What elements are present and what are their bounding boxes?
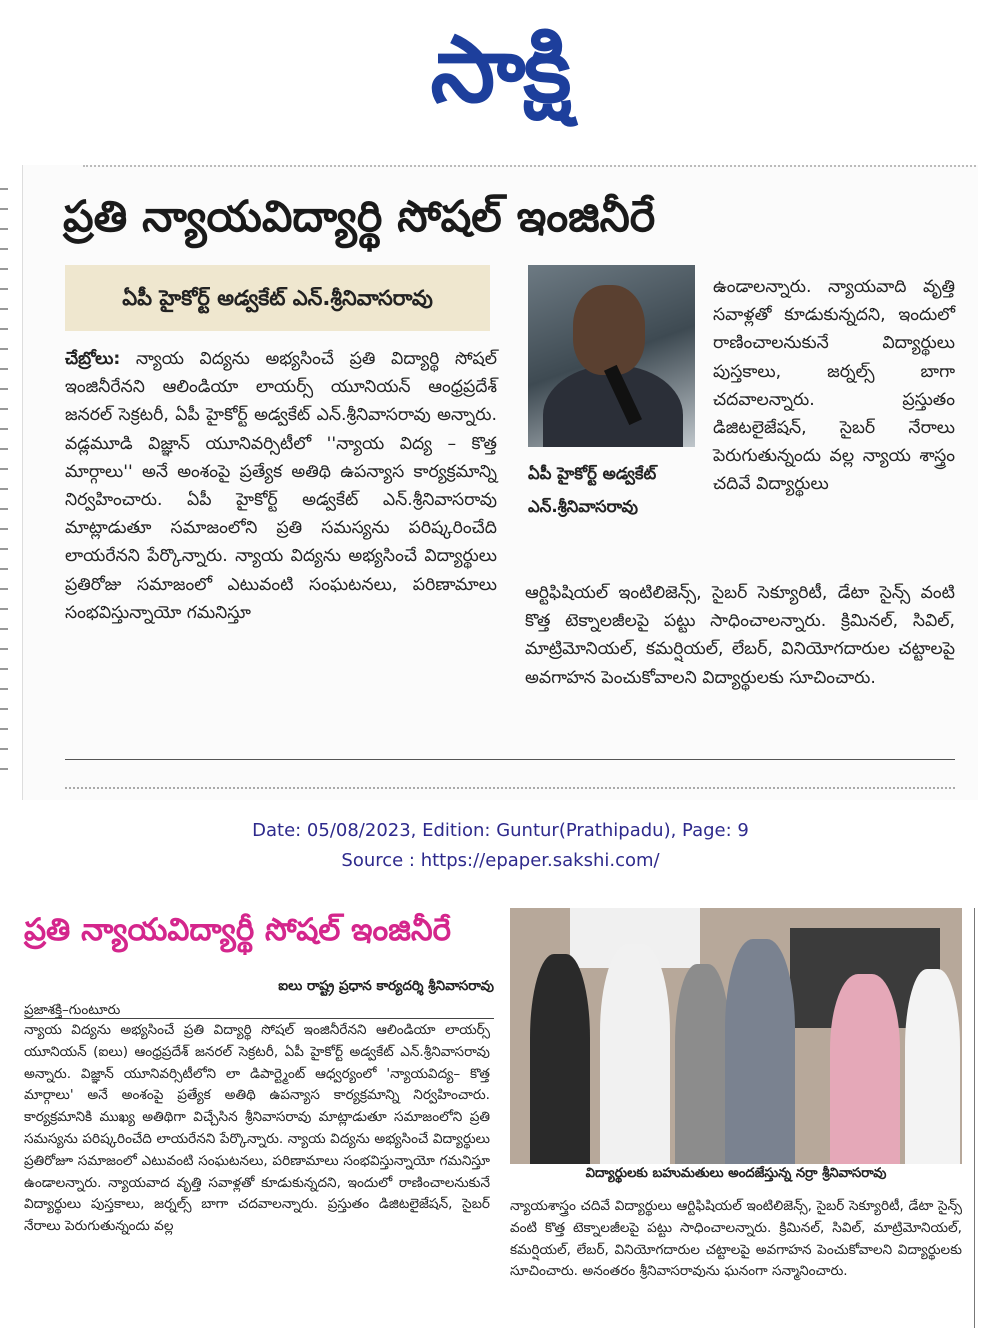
- article2-column2: [510, 1196, 962, 1283]
- source-info: [0, 816, 1001, 876]
- clipping-right-rule: [974, 908, 975, 1328]
- article2-dateline: ప్రజాశక్తి–గుంటూరు: [24, 1002, 121, 1018]
- article1-col2b-text: ఆర్టిఫిషియల్ ఇంటిలిజెన్స్, సైబర్ సెక్యూరిటీ, డేటా సైన్స్ వంటి కొత్త టెక్నాలజీలపై పట్టు సాధించాలన్నారు. క్రిమినల్, సివిల్, మాట్రిమోనియల్, కమర్షియల్, లేబర్, వినియోగదారుల చట్టాలపై అవగాహన పెంచుకోవాలని విద్యార్థులకు సూచించారు.: [525, 583, 955, 688]
- speaker-head: [573, 285, 645, 375]
- masthead: [0, 0, 1001, 140]
- group-photo: [510, 908, 962, 1164]
- article1-photo-caption: ఏపీ హైకోర్ట్ అడ్వకేట్ ఎన్.శ్రీనివాసరావు: [528, 464, 657, 516]
- article2-photo-caption: విద్యార్థులకు బహుమతులు అందజేస్తున్న నర్రా శ్రీనివాసరావు: [585, 1166, 887, 1181]
- article1-col2-text: ఉండాలన్నారు. న్యాయవాది వృత్తి సవాళ్లతో కూడుకున్నదని, ఇందులో రాణించాలనుకునే విద్యార్థులు పుస్తకాలు, జర్నల్స్ బాగా చదవాలన్నారు. ప్రస్తుతం డిజిటలైజేషన్, సైబర్ నేరాలు పెరుగుతున్నందు వల్ల న్యాయ శాస్త్రం చదివే విద్యార్థులు: [713, 277, 955, 495]
- article2-col1-text: న్యాయ విద్యను అభ్యసించే ప్రతి విద్యార్థి సోషల్ ఇంజినీరేనని ఆలిండియా లాయర్స్ యూనియన్ (ఐలు) ఆంధ్రప్రదేశ్ జనరల్ సెక్రటరీ, ఏపీ హైకోర్ట్ అడ్వకేట్ ఎన్.శ్రీనివాసరావు అన్నారు. విజ్ఞాన్ యూనివర్సిటీలోని లా డిపార్ట్మెంట్ ఆధ్వర్యంలో 'న్యాయవిద్య– కొత్త మార్గాలు' అనే అంశంపై ప్రత్యేక అతిథి ఉపన్యాస కార్యక్రమాన్ని నిర్వహించారు. కార్యక్రమానికి ముఖ్య అతిథిగా విచ్చేసిన శ్రీనివాసరావు మాట్లాడుతూ సమాజంలోని ప్రతి సమస్యను పరిష్కరించేది లాయరేనని పేర్కొన్నారు. న్యాయ విద్యను అభ్యసించే విద్యార్థులు ప్రతిరోజూ సమాజంలో ఎటువంటి సంఘటనలు, పరిణామాలు సంభవిస్తున్నాయో గమనిస్తూ ఉండాలన్నారు. న్యాయవాద వృత్తి సవాళ్లతో కూడుకున్నదని, ఇందులో రాణించాలనుకునే విద్యార్థులు పుస్తకాలు, జర్నల్స్ బాగా చదవాలన్నారు. ప్రస్తుతం డిజిటలైజేషన్, సైబర్ నేరాలు పెరుగుతున్నందు వల్ల: [24, 1022, 490, 1235]
- article1-dateline: చేబ్రోలు:: [65, 349, 121, 369]
- prajasakti-clipping: [14, 898, 980, 1338]
- article1-bottom-rule: [65, 759, 955, 760]
- article1-subhead: ఏపీ హైకోర్ట్ అడ్వకేట్ ఎన్.శ్రీనివాసరావు: [65, 265, 490, 331]
- speaker-photo: [528, 265, 695, 447]
- clipping-bottom-edge: [65, 787, 955, 800]
- article1-column1: [65, 345, 497, 627]
- article1-column2-continued: [525, 579, 955, 692]
- clipping-top-edge: [83, 165, 978, 177]
- article1-column2: [713, 273, 955, 499]
- source-url-line: Source : https://epaper.sakshi.com/: [341, 850, 660, 871]
- sakshi-clipping: [22, 165, 978, 800]
- article2-headline: ప్రతి న్యాయవిద్యార్థీ సోషల్ ఇంజినీరే: [24, 912, 452, 948]
- article2-dateline-rule: [24, 1018, 494, 1019]
- person-figure: [725, 939, 795, 1164]
- person-figure: [530, 954, 590, 1164]
- person-figure: [600, 944, 670, 1164]
- person-figure: [675, 964, 730, 1164]
- person-figure: [905, 969, 960, 1164]
- source-date-line: Date: 05/08/2023, Edition: Guntur(Prathipadu), Page: 9: [252, 820, 749, 841]
- person-figure: [830, 974, 900, 1164]
- article2-column1: [24, 1020, 490, 1238]
- article1-col1-text: న్యాయ విద్యను అభ్యసించే ప్రతి విద్యార్థి సోషల్ ఇంజినీరేనని ఆలిండియా లాయర్స్ యూనియన్ ఆంధ్రప్రదేశ్ జనరల్ సెక్రటరీ, ఏపీ హైకోర్ట్ అడ్వకేట్ ఎన్.శ్రీనివాసరావు అన్నారు. వడ్లమూడి విజ్ఞాన్ యూనివర్సిటీలో ''న్యాయ విద్య – కొత్త మార్గాలు'' అనే అంశంపై ప్రత్యేక అతిథి ఉపన్యాస కార్యక్రమాన్ని నిర్వహించారు. ఏపీ హైకోర్ట్ అడ్వకేట్ ఎన్.శ్రీనివాసరావు మాట్లాడుతూ సమాజంలోని ప్రతి సమస్యను పరిష్కరించేది లాయరేనని పేర్కొన్నారు. న్యాయ విద్యను అభ్యసించే విద్యార్థులు ప్రతిరోజు సమాజంలో ఎటువంటి సంఘటనలు, పరిణామాలు సంభవిస్తున్నాయో గమనిస్తూ: [65, 349, 497, 623]
- article1-headline: ప్రతి న్యాయవిద్యార్థి సోషల్ ఇంజినీరే: [63, 192, 656, 242]
- article2-subhead: ఐలు రాష్ట్ర ప్రధాన కార్యదర్శి శ్రీనివాసరావు: [278, 978, 494, 994]
- article2-col2-text: న్యాయశాస్త్రం చదివే విద్యార్థులు ఆర్టిఫిషియల్ ఇంటిలిజెన్స్, సైబర్ సెక్యూరిటీ, డేటా సైన్స్ వంటి కొత్త టెక్నాలజీలపై పట్టు సాధించాలన్నారు. క్రిమినల్, సివిల్, మాట్రిమోనియల్, కమర్షియల్, లేబర్, వినియోగదారుల చట్టాలపై అవగాహన పెంచుకోవాలని విద్యార్థులకు సూచించారు. అనంతరం శ్రీనివాసరావును ఘనంగా సన్మానించారు.: [510, 1198, 962, 1280]
- page-edge-marks: [0, 170, 8, 770]
- sakshi-logo: సాక్షి: [430, 16, 570, 123]
